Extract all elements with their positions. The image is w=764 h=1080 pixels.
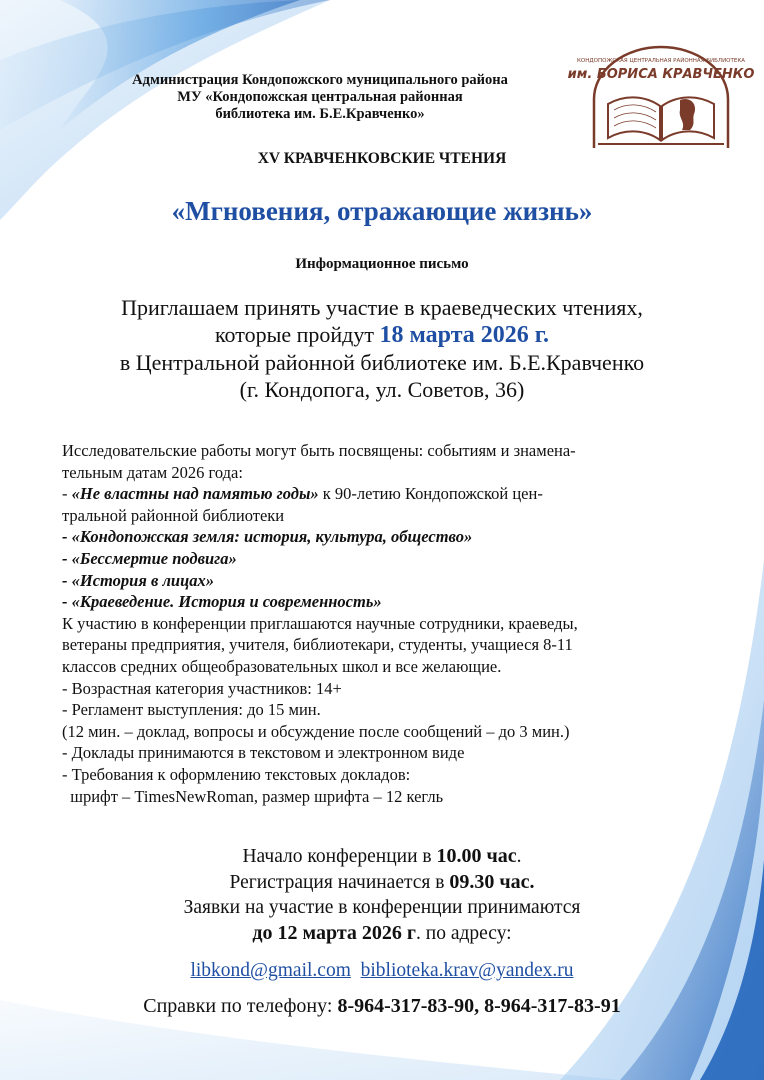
participants-line-3: классов средних общеобразовательных школ и все желающие. <box>62 656 502 676</box>
event-series: XV КРАВЧЕНКОВСКИЕ ЧТЕНИЯ <box>257 150 507 167</box>
rule-time: - Регламент выступления: до 15 мин. <box>62 700 321 720</box>
rule-format: - Доклады принимаются в текстовом и электронном виде <box>62 743 465 763</box>
invite-line-4: (г. Кондопога, ул. Советов, 36) <box>239 377 525 402</box>
rule-time-detail: (12 мин. – доклад, вопросы и обсуждение после сообщений – до 3 мин.) <box>62 721 570 741</box>
intro-line-2: тельным датам 2026 года: <box>62 462 243 482</box>
invite-line-2 <box>0 321 764 349</box>
topic-1 <box>62 483 722 505</box>
email-links <box>0 960 764 982</box>
phone-line <box>0 995 764 1018</box>
start-time: 10.00 час <box>436 845 517 867</box>
deadline-line <box>0 921 764 947</box>
phone-label: Справки по телефону: <box>143 995 338 1017</box>
registration-label: Регистрация начинается в <box>229 871 450 893</box>
phone-numbers: 8-964-317-83-90, 8-964-317-83-91 <box>337 995 621 1017</box>
start-time-label: Начало конференции в <box>242 846 437 867</box>
details-body <box>62 440 722 807</box>
logo-text-top: КОНДОПОЖСКАЯ ЦЕНТРАЛЬНАЯ РАЙОННАЯ БИБЛИОТЕКА <box>576 58 746 64</box>
organization-header <box>60 72 580 123</box>
registration-time: 09.30 час. <box>449 870 535 893</box>
invite-line-3: в Центральной районной библиотеке им. Б.Е.Кравченко <box>119 350 645 375</box>
participants-line-1: К участию в конференции приглашаются научные сотрудники, краеведы, <box>62 613 578 633</box>
intro-line-1: Исследовательские работы могут быть посвящены: событиям и знамена- <box>62 441 576 460</box>
invite-line-2-text: которые пройдут <box>214 322 380 347</box>
library-logo <box>567 44 755 154</box>
registration-line <box>0 870 764 896</box>
topic-3: - «Бессмертие подвига» <box>62 548 237 568</box>
topic-1-title: «Не властны над памятью годы» <box>71 484 319 504</box>
rule-age: - Возрастная категория участников: 14+ <box>62 678 342 698</box>
header-line-2: МУ «Кондопожская центральная районная <box>177 89 463 105</box>
invitation-block <box>0 294 764 403</box>
header-line-1: Администрация Кондопожского муниципального района <box>132 72 508 88</box>
invite-line-1: Приглашаем принять участие в краеведческих чтениях, <box>121 295 643 320</box>
email-link-biblioteka[interactable]: biblioteka.krav@yandex.ru <box>360 960 574 981</box>
topic-1-dash: - <box>62 484 72 504</box>
participants-line-2: ветераны предприятия, учителя, библиотекари, студенты, учащиеся 8-11 <box>62 635 573 655</box>
start-time-period: . <box>516 846 522 867</box>
topic-1-line-2: тральной районной библиотеки <box>62 505 285 525</box>
header-line-3: библиотека им. Б.Е.Кравченко» <box>215 106 425 122</box>
deadline-suffix: . по адресу: <box>416 922 512 944</box>
subtitle: Информационное письмо <box>295 256 469 272</box>
topic-5: - «Краеведение. История и современность» <box>62 592 382 612</box>
page-title: «Мгновения, отражающие жизнь» <box>171 196 593 226</box>
topic-4: - «История в лицах» <box>62 570 215 590</box>
topic-2: - «Кондопожская земля: история, культура, общество» <box>62 527 473 547</box>
email-link-libkond[interactable]: libkond@gmail.com <box>190 960 351 981</box>
rule-font: шрифт – TimesNewRoman, размер шрифта – 12 кегль <box>62 786 444 806</box>
topic-1-rest: к 90-летию Кондопожской цен- <box>318 484 543 504</box>
applications-line: Заявки на участие в конференции принимаются <box>183 897 581 918</box>
start-time-line <box>0 844 764 870</box>
rule-requirements: - Требования к оформлению текстовых докладов: <box>62 764 411 784</box>
deadline-date: до 12 марта 2026 г <box>252 921 417 944</box>
schedule-block <box>0 844 764 946</box>
event-date: 18 марта 2026 г. <box>379 322 549 348</box>
logo-text-main: им. БОРИСА КРАВЧЕНКО <box>567 67 755 82</box>
